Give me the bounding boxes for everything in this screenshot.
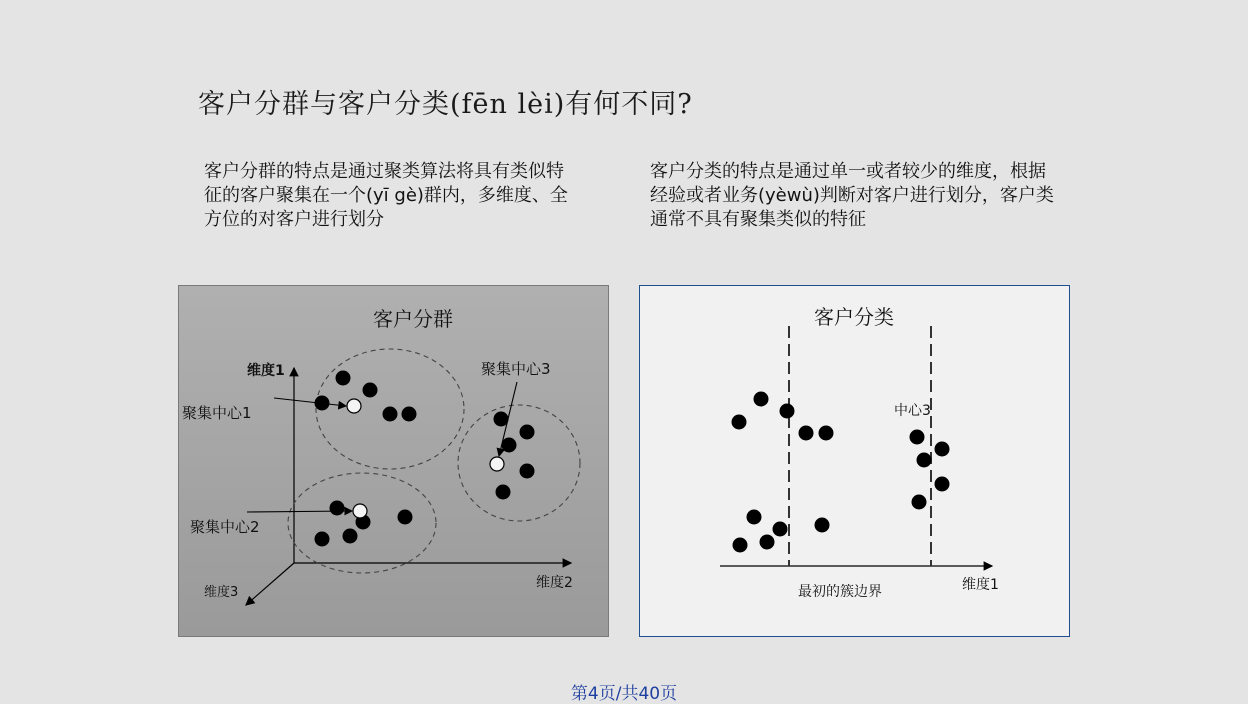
centroid-3 (490, 457, 504, 471)
data-point (502, 438, 517, 453)
data-point (780, 404, 795, 419)
axis-z-label: 维度3 (204, 585, 239, 600)
centroid-3-label: 聚集中心3 (481, 360, 551, 378)
data-point (363, 383, 378, 398)
clustering-panel-title: 客户分群 (373, 307, 453, 331)
boundary-label: 最初的簇边界 (798, 584, 882, 600)
classification-diagram (639, 285, 1070, 637)
data-point (815, 518, 830, 533)
data-point (754, 392, 769, 407)
data-point (799, 426, 814, 441)
axis-z-line (246, 563, 294, 605)
data-point (330, 501, 345, 516)
data-point (732, 415, 747, 430)
classification-panel-title: 客户分类 (814, 305, 894, 329)
data-point (935, 477, 950, 492)
data-point (520, 425, 535, 440)
centroid-1-pointer (274, 398, 346, 406)
axis-y-label: 维度1 (247, 363, 285, 379)
page-indicator: 第4页/共40页 (570, 684, 678, 704)
data-point (747, 510, 762, 525)
data-point (912, 495, 927, 510)
centroid-2-label: 聚集中心2 (190, 518, 260, 536)
centroid-1 (347, 399, 361, 413)
axis-x-label: 维度1 (962, 577, 999, 593)
clustering-description: 客户分群的特点是通过聚类算法将具有类似特征的客户聚集在一个(yī gè)群内，多维度、全方位的对客户进行划分 (204, 161, 568, 230)
slide-title: 客户分群与客户分类(fēn lèi)有何不同? (198, 89, 693, 120)
data-point (935, 442, 950, 457)
classification-description: 客户分类的特点是通过单一或者较少的维度，根据经验或者业务(yèwù)判断对客户进行划分，客户类通常不具有聚集类似的特征 (650, 161, 1054, 230)
cluster-boundary-3 (458, 405, 580, 521)
data-point (336, 371, 351, 386)
centroid-2 (353, 504, 367, 518)
data-point (819, 426, 834, 441)
data-point (773, 522, 788, 537)
data-point (733, 538, 748, 553)
data-point (402, 407, 417, 422)
centroid-1-label: 聚集中心1 (182, 404, 252, 422)
data-point (520, 464, 535, 479)
data-point (315, 532, 330, 547)
data-point (383, 407, 398, 422)
data-point (910, 430, 925, 445)
data-point (917, 453, 932, 468)
clustering-diagram (178, 285, 609, 637)
data-point (343, 529, 358, 544)
data-point (398, 510, 413, 525)
data-point (496, 485, 511, 500)
center3-label: 中心3 (894, 403, 931, 419)
data-point (760, 535, 775, 550)
axis-x-label: 维度2 (536, 575, 573, 591)
